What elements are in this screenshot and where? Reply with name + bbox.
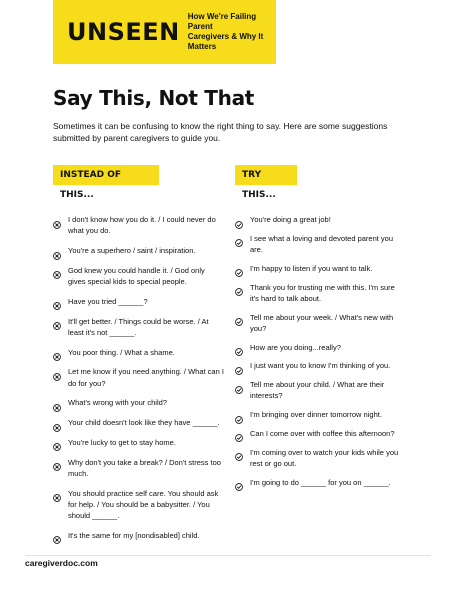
footer-website-link[interactable]: caregiverdoc.com	[25, 558, 98, 568]
x-circle-icon	[53, 458, 61, 466]
instead-item-text: What's wrong with your child?	[68, 398, 167, 408]
try-item	[235, 409, 403, 420]
x-circle-icon	[53, 317, 61, 325]
try-item-text: I'm coming over to watch your kids while you rest or go out.	[250, 447, 399, 468]
try-item-text: I'm going to do ______ for you on ______.	[250, 477, 391, 487]
try-item	[235, 282, 403, 304]
instead-column	[53, 165, 225, 550]
x-circle-icon	[53, 368, 61, 376]
try-item	[235, 379, 403, 401]
instead-item-text: You're lucky to get to stay home.	[68, 437, 176, 447]
check-circle-icon	[235, 478, 243, 486]
try-column	[235, 165, 403, 496]
try-item-text: Tell me about your child. / What are their interests?	[250, 380, 385, 401]
instead-item	[53, 488, 225, 522]
instead-item-text: Why don't you take a break? / Don't stress too much.	[68, 457, 221, 478]
instead-item-text: You poor thing. / What a shame.	[68, 347, 175, 357]
try-item	[235, 214, 403, 225]
instead-item	[53, 245, 225, 256]
check-circle-icon	[235, 429, 243, 437]
check-circle-icon	[235, 264, 243, 272]
try-item	[235, 447, 403, 469]
x-circle-icon	[53, 531, 61, 539]
x-circle-icon	[53, 247, 61, 255]
instead-item	[53, 457, 225, 479]
instead-item	[53, 397, 225, 408]
try-item-text: I'm bringing over dinner tomorrow night.	[250, 410, 382, 420]
check-circle-icon	[235, 283, 243, 291]
x-circle-icon	[53, 438, 61, 446]
instead-item-text: Let me know if you need anything. / What can I do for you?	[68, 367, 224, 388]
try-item	[235, 233, 403, 255]
instead-item	[53, 366, 225, 388]
instead-list	[53, 214, 225, 541]
try-item	[235, 477, 403, 488]
check-circle-icon	[235, 362, 243, 370]
page-title: Say This, Not That	[53, 86, 255, 110]
try-item-text: Thank you for trusting me with this. I'm sure it's hard to talk about.	[250, 282, 395, 303]
try-item-text: I just want you to know I'm thinking of you.	[250, 361, 391, 371]
x-circle-icon	[53, 399, 61, 407]
try-item	[235, 360, 403, 371]
try-item-text: I see what a loving and devoted parent you are.	[250, 233, 394, 254]
try-item-text: You're doing a great job!	[250, 215, 331, 224]
instead-item-text: You should practice self care. You should ask for help. / You should be a babysitter. / You should ______.	[68, 488, 219, 521]
check-circle-icon	[235, 381, 243, 389]
instead-item	[53, 347, 225, 358]
brand-title: UNSEEN	[67, 18, 180, 46]
instead-item	[53, 316, 225, 338]
header-banner	[53, 0, 276, 64]
try-item-text: Tell me about your week. / What's new with you?	[250, 312, 394, 333]
try-item	[235, 342, 403, 353]
instead-item-text: I don't know how you do it. / I could never do what you do.	[68, 215, 216, 236]
try-item-text: Can I come over with coffee this afternoon?	[250, 428, 395, 438]
instead-item-text: You're a superhero / saint / inspiration.	[68, 246, 196, 255]
instead-item-text: It'll get better. / Things could be worse. / At least it's not ______.	[68, 316, 209, 337]
instead-item	[53, 437, 225, 448]
instead-item	[53, 417, 225, 428]
try-item-text: How are you doing...really?	[250, 342, 341, 352]
x-circle-icon	[53, 419, 61, 427]
x-circle-icon	[53, 297, 61, 305]
instead-item-text: Your child doesn't look like they have ______.	[68, 418, 220, 428]
check-circle-icon	[235, 343, 243, 351]
brand-tagline	[188, 12, 276, 52]
try-item-text: I'm happy to listen if you want to talk.	[250, 263, 373, 273]
check-circle-icon	[235, 448, 243, 456]
instead-item-text: Have you tried ______?	[68, 296, 148, 306]
instead-item-text: God knew you could handle it. / God only gives special kids to special people.	[68, 265, 205, 286]
x-circle-icon	[53, 489, 61, 497]
x-circle-icon	[53, 348, 61, 356]
x-circle-icon	[53, 266, 61, 274]
instead-item	[53, 530, 225, 541]
footer-divider	[25, 555, 431, 556]
tagline-line-2: Caregivers & Why It Matters	[187, 32, 264, 51]
instead-item	[53, 296, 225, 307]
instead-item	[53, 265, 225, 287]
instead-item	[53, 214, 225, 236]
instead-heading: INSTEAD OF THIS...	[53, 165, 159, 185]
try-item	[235, 312, 403, 334]
check-circle-icon	[235, 216, 243, 224]
try-heading: TRY THIS...	[235, 165, 297, 185]
try-item	[235, 263, 403, 274]
try-item	[235, 428, 403, 439]
instead-item-text: It's the same for my [nondisabled] child.	[68, 530, 200, 540]
tagline-line-1: How We're Failing Parent	[187, 12, 257, 31]
intro-text: Sometimes it can be confusing to know the right thing to say. Here are some suggestions submitted by parent caregivers to guide you.	[53, 121, 388, 143]
try-list	[235, 214, 403, 488]
check-circle-icon	[235, 411, 243, 419]
check-circle-icon	[235, 234, 243, 242]
x-circle-icon	[53, 216, 61, 224]
check-circle-icon	[235, 313, 243, 321]
